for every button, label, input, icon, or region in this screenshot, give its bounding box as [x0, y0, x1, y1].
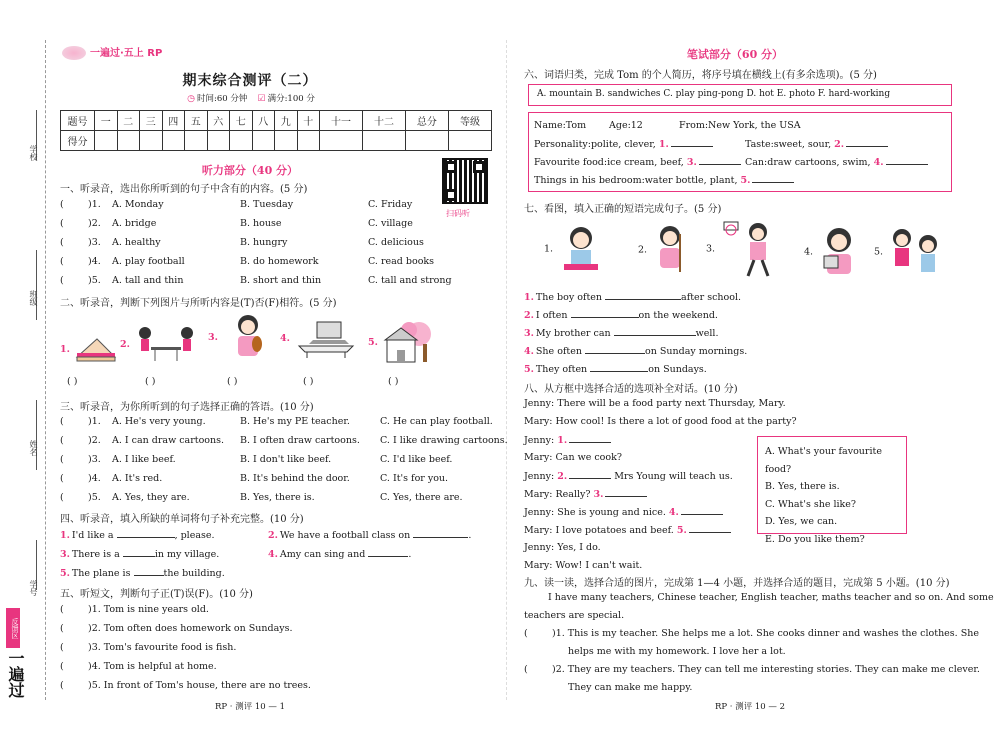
q3-item — [60, 492, 510, 503]
q2-heading: 二、听录音，判断下列图片与所听内容是(T)否(F)相符。(5 分) — [60, 298, 337, 309]
score-input-row — [61, 131, 492, 151]
option-b: B. It's behind the door. — [240, 473, 350, 484]
q6-resume-box — [528, 112, 952, 192]
ping-pong-icon — [135, 325, 197, 363]
q7-num-2: 2. — [638, 244, 648, 256]
option-a: A. bridge — [112, 218, 157, 229]
q4-sentence-5: 5. The plane is the building. — [60, 568, 225, 579]
item-number: )2. Tom often does homework on Sundays. — [88, 623, 293, 634]
option-c: C. Friday — [368, 199, 413, 210]
item-number: )3. — [88, 237, 101, 248]
answer-paren[interactable]: ( — [60, 218, 64, 229]
q7-pic-3 — [706, 218, 778, 280]
item-number: )1. Tom is nine years old. — [88, 604, 209, 615]
blank-input[interactable] — [752, 174, 794, 183]
girl-violin-icon — [223, 312, 273, 362]
q8-line-10: Mary: Wow! I can't wait. — [524, 560, 643, 571]
score-cell: 七 — [230, 111, 253, 131]
score-input[interactable] — [207, 131, 230, 151]
q3-item — [60, 473, 510, 484]
blank-input[interactable] — [846, 138, 888, 147]
item-number: )4. — [88, 473, 101, 484]
answer-paren[interactable]: ( — [524, 628, 528, 639]
answer-paren[interactable]: ( — [60, 604, 64, 615]
q6-heading: 六、词语归类，完成 Tom 的个人简历，将序号填在横线上(有多余选项)。(5 分) — [524, 70, 877, 81]
option-a: A. I like beef. — [112, 454, 176, 465]
page-divider — [506, 40, 507, 700]
footer-left: RP · 测评 10 — 1 — [214, 702, 286, 712]
q6-options: A. mountain B. sandwiches C. play ping-pong D. hot E. photo F. hard-working — [537, 89, 891, 99]
q7-pic-2 — [638, 224, 690, 276]
q7-num-5: 5. — [874, 246, 884, 258]
q7-num-3: 3. — [706, 243, 716, 255]
q4-sentence-2: 2. We have a football class on . — [268, 530, 472, 541]
q8-line-3: Jenny: 1. — [524, 434, 611, 446]
answer-paren[interactable]: ( — [60, 473, 64, 484]
answer-paren[interactable]: ( — [60, 256, 64, 267]
laptop-desk-icon — [295, 318, 357, 358]
q2-pic-5 — [368, 320, 441, 364]
name-line — [36, 400, 37, 470]
blank-input[interactable] — [413, 529, 468, 538]
girl-reading-icon — [816, 226, 862, 278]
q4-sentence-4: 4. Amy can sing and . — [268, 549, 412, 560]
score-input[interactable] — [362, 131, 405, 151]
q1-item — [60, 256, 488, 267]
q3-item — [60, 416, 510, 427]
blank-input[interactable] — [605, 488, 647, 497]
q7-heading: 七、看图，填入正确的短语完成句子。(5 分) — [524, 204, 722, 215]
q8-heading: 八、从方框中选择合适的选项补全对话。(10 分) — [524, 384, 738, 395]
q5-item — [60, 661, 221, 672]
option-c: C. village — [368, 218, 413, 229]
answer-paren[interactable]: ( — [524, 664, 528, 675]
option-b: B. I don't like beef. — [240, 454, 332, 465]
q4-sentence-3: 3. There is a in my village. — [60, 549, 220, 560]
blank-input[interactable] — [689, 524, 731, 533]
option-b: B. Yes, there is. — [240, 492, 315, 503]
q4-heading: 四、听录音，填入所缺的单词将句子补充完整。(10 分) — [60, 514, 304, 525]
sandwich-icon — [75, 335, 117, 363]
q2-num-3: 3. — [208, 331, 218, 343]
q3-heading: 三、听录音，为你所听到的句子选择正确的答语。(10 分) — [60, 402, 314, 413]
blank-input[interactable] — [671, 138, 713, 147]
score-cell: 总分 — [405, 111, 448, 131]
option-c: C. He can play football. — [380, 416, 493, 427]
item-number: )5. — [88, 275, 101, 286]
q2-paren-2[interactable]: ( ) — [145, 376, 156, 387]
option-a: A. I can draw cartoons. — [112, 435, 225, 446]
checkbox-icon: ☑ — [257, 94, 266, 104]
blank-input[interactable] — [605, 291, 681, 300]
option-b: B. Tuesday — [240, 199, 294, 210]
header-brand — [62, 44, 162, 60]
item-number: )5. In front of Tom's house, there are no trees. — [88, 680, 311, 691]
class-label: 班级 — [29, 290, 38, 306]
q8-line-1: Jenny: There will be a food party next Thursday, Mary. — [524, 398, 786, 409]
resume-from: From:New York, the USA — [679, 120, 801, 131]
q7-sentence-1: 1. The boy often after school. — [524, 292, 742, 303]
blank-input[interactable] — [585, 345, 645, 354]
score-input[interactable] — [140, 131, 163, 151]
footer-right: RP · 测评 10 — 2 — [714, 702, 786, 712]
exam-time: 时间:60 分钟 — [196, 94, 248, 104]
score-input[interactable] — [275, 131, 298, 151]
girl-erhu-icon — [650, 224, 690, 276]
q2-num-5: 5. — [368, 336, 378, 348]
q7-pic-1 — [544, 224, 606, 274]
score-input[interactable] — [448, 131, 491, 151]
q2-pic-4 — [280, 318, 357, 358]
q8-line-4: Mary: Can we cook? — [524, 452, 622, 463]
score-cell: 四 — [162, 111, 185, 131]
q7-sentence-2: 2. I often on the weekend. — [524, 310, 718, 321]
score-cell: 二 — [117, 111, 140, 131]
answer-paren[interactable]: ( — [60, 237, 64, 248]
q9-intro-1: I have many teachers, Chinese teacher, English teacher, maths teacher and so on. And some — [548, 592, 994, 603]
q8-line-9: Jenny: Yes, I do. — [524, 542, 601, 553]
item-number: )3. Tom's favourite food is fish. — [88, 642, 237, 653]
q7-sentence-4: 4. She often on Sunday mornings. — [524, 346, 748, 357]
q2-paren-3[interactable]: ( ) — [227, 376, 238, 387]
answer-paren[interactable]: ( — [60, 680, 64, 691]
q7-pic-4 — [804, 226, 862, 278]
q6-options-box — [528, 84, 952, 106]
answer-paren[interactable]: ( — [60, 435, 64, 446]
q1-heading: 一、听录音，选出你所听到的句子中含有的内容。(5 分) — [60, 184, 308, 195]
q3-item — [60, 454, 510, 465]
q8-option: B. Yes, there is. — [765, 481, 840, 492]
resume-taste: Taste:sweet, sour, 2. — [745, 138, 888, 150]
answer-paren[interactable]: ( — [60, 623, 64, 634]
score-input[interactable] — [405, 131, 448, 151]
blank-input[interactable] — [571, 309, 639, 318]
score-cell: 十二 — [362, 111, 405, 131]
blank-input[interactable] — [699, 156, 741, 165]
answer-paren[interactable]: ( — [60, 199, 64, 210]
score-cell: 十 — [297, 111, 320, 131]
score-input[interactable] — [185, 131, 208, 151]
score-input[interactable] — [297, 131, 320, 151]
item-number: )2. — [88, 435, 101, 446]
score-cell: 八 — [252, 111, 275, 131]
q2-pic-3 — [208, 312, 273, 362]
option-b: B. hungry — [240, 237, 288, 248]
house-tree-icon — [383, 320, 441, 364]
blank-input[interactable] — [590, 363, 648, 372]
feedback-tag: 反馈区 — [6, 608, 20, 648]
option-c: C. I'd like beef. — [380, 454, 453, 465]
score-header-row — [61, 111, 492, 131]
name-label: 姓名 — [29, 440, 38, 456]
resume-name: Name:Tom — [534, 120, 587, 131]
option-b: B. house — [240, 218, 282, 229]
option-a: A. He's very young. — [112, 416, 206, 427]
answer-paren[interactable]: ( — [60, 492, 64, 503]
score-input[interactable] — [320, 131, 363, 151]
score-label: 得分 — [61, 131, 95, 151]
blank-input[interactable] — [681, 506, 723, 515]
q5-item — [60, 604, 213, 615]
score-cell: 六 — [207, 111, 230, 131]
resume-age: Age:12 — [609, 120, 643, 131]
basketball-icon — [718, 218, 778, 280]
item-number: )4. Tom is helpful at home. — [88, 661, 217, 672]
score-cell: 十一 — [320, 111, 363, 131]
blank-input[interactable] — [117, 529, 175, 538]
blank-input[interactable] — [368, 548, 408, 557]
answer-paren[interactable]: ( — [60, 661, 64, 672]
exam-meta — [0, 92, 500, 104]
q9-intro-2: teachers are special. — [524, 610, 625, 621]
kids-playing-icon — [886, 226, 946, 278]
option-a: A. It's red. — [112, 473, 163, 484]
option-a: A. Monday — [112, 199, 164, 210]
q9-item-2-cont: They can make me happy. — [568, 682, 693, 693]
q9-item-1-cont: helps me with my homework. I love her a lot. — [568, 646, 786, 657]
option-c: C. delicious — [368, 237, 424, 248]
score-cell: 题号 — [61, 111, 95, 131]
boy-homework-icon — [556, 224, 606, 274]
q5-item — [60, 623, 297, 634]
student-no-label: 学号 — [29, 580, 38, 596]
qr-label: 扫码听 — [446, 209, 470, 218]
brand-vertical: 一遍过 — [6, 650, 25, 698]
q8-option: C. What's she like? — [765, 498, 857, 510]
q2-pic-2 — [120, 325, 197, 363]
item-number: )5. — [88, 492, 101, 503]
score-cell: 等级 — [448, 111, 491, 131]
option-b: B. I often draw cartoons. — [240, 435, 360, 446]
listening-title: 听力部分（40 分） — [201, 164, 299, 177]
q2-num-1: 1. — [60, 343, 70, 355]
q7-sentence-5: 5. They often on Sundays. — [524, 364, 707, 375]
score-input[interactable] — [95, 131, 118, 151]
option-c: C. Yes, there are. — [380, 492, 463, 503]
q7-num-1: 1. — [544, 243, 554, 255]
q2-num-4: 4. — [280, 332, 290, 344]
q2-num-2: 2. — [120, 338, 130, 350]
q4-sentence-1: 1. I'd like a , please. — [60, 530, 215, 541]
q5-heading: 五、听短文，判断句子正(T)误(F)。(10 分) — [60, 589, 253, 600]
blank-input[interactable] — [614, 327, 696, 336]
school-label: 学校 — [29, 145, 38, 161]
resume-can: Can:draw cartoons, swim, 4. — [745, 156, 928, 168]
brand-logo-icon — [62, 46, 86, 60]
q9-item-1: ( )1. This is my teacher. She helps me a lot. She cooks dinner and washes the clothes. She — [524, 628, 979, 639]
q2-paren-5[interactable]: ( ) — [388, 376, 399, 387]
resume-food: Favourite food:ice cream, beef, 3. — [534, 156, 741, 168]
q8-option: A. What's your favourite food? — [765, 446, 882, 475]
resume-things: Things in his bedroom:water bottle, plant, 5. — [534, 174, 794, 186]
q7-sentence-3: 3. My brother can well. — [524, 328, 719, 339]
blank-input[interactable] — [569, 434, 611, 443]
q7-pic-5 — [874, 226, 946, 278]
resume-personality: Personality:polite, clever, 1. — [534, 138, 713, 150]
q5-item — [60, 680, 315, 691]
score-cell: 五 — [185, 111, 208, 131]
qr-code-icon[interactable] — [442, 158, 488, 204]
option-a: A. play football — [112, 256, 185, 267]
q9-heading: 九、读一读，选择合适的图片，完成第 1—4 小题，并选择合适的题目，完成第 5 小题。(10 分) — [524, 578, 950, 589]
option-b: B. He's my PE teacher. — [240, 416, 350, 427]
q8-line-6: Mary: Really? 3. — [524, 488, 647, 500]
q8-options-box — [757, 436, 907, 545]
item-number: )1. — [88, 416, 101, 427]
option-c: C. tall and strong — [368, 275, 452, 286]
item-number: )1. — [88, 199, 101, 210]
binding-strip — [0, 0, 52, 735]
q1-item — [60, 237, 488, 248]
clock-icon: ◷ — [187, 94, 195, 104]
score-input[interactable] — [117, 131, 140, 151]
blank-input[interactable] — [886, 156, 928, 165]
option-b: B. short and thin — [240, 275, 322, 286]
answer-paren[interactable]: ( — [60, 416, 64, 427]
blank-input[interactable] — [134, 567, 164, 576]
q1-item — [60, 275, 488, 286]
score-input[interactable] — [230, 131, 253, 151]
score-table — [60, 110, 492, 151]
score-input[interactable] — [252, 131, 275, 151]
option-a: A. healthy — [112, 237, 161, 248]
answer-paren[interactable]: ( — [60, 454, 64, 465]
q3-item — [60, 435, 510, 446]
q1-item — [60, 218, 488, 229]
score-cell: 一 — [95, 111, 118, 131]
q1-item — [60, 199, 488, 210]
exam-full-score: 满分:100 分 — [267, 94, 315, 104]
blank-input[interactable] — [569, 470, 611, 479]
answer-paren[interactable]: ( — [60, 642, 64, 653]
answer-paren[interactable]: ( — [60, 275, 64, 286]
cut-line — [45, 40, 46, 700]
q7-num-4: 4. — [804, 246, 814, 258]
q2-paren-4[interactable]: ( ) — [303, 376, 314, 387]
q2-pic-1 — [60, 335, 117, 363]
score-input[interactable] — [162, 131, 185, 151]
q8-line-7: Jenny: She is young and nice. 4. — [524, 506, 723, 518]
score-cell: 三 — [140, 111, 163, 131]
q5-item — [60, 642, 240, 653]
writing-title: 笔试部分（60 分） — [686, 48, 784, 61]
option-c: C. read books — [368, 256, 435, 267]
option-b: B. do homework — [240, 256, 319, 267]
exam-title: 期末综合测评（二） — [182, 73, 318, 89]
q8-line-2: Mary: How cool! Is there a lot of good food at the party? — [524, 416, 797, 427]
score-cell: 九 — [275, 111, 298, 131]
option-c: C. I like drawing cartoons. — [380, 435, 508, 446]
item-number: )2. — [88, 218, 101, 229]
option-c: C. It's for you. — [380, 473, 449, 484]
q9-item-2: ( )2. They are my teachers. They can tell me interesting stories. They can make me clever. — [524, 664, 980, 675]
q8-line-8: Mary: I love potatoes and beef. 5. — [524, 524, 731, 536]
item-number: )4. — [88, 256, 101, 267]
q8-line-5: Jenny: 2. Mrs Young will teach us. — [524, 471, 733, 482]
brand-text: 一遍过·五上 RP — [90, 48, 163, 59]
q8-option: D. Yes, we can. — [765, 516, 838, 527]
option-a: A. Yes, they are. — [112, 492, 190, 503]
item-number: )3. — [88, 454, 101, 465]
class-line — [36, 250, 37, 320]
option-a: A. tall and thin — [112, 275, 184, 286]
q2-paren-1[interactable]: ( ) — [67, 376, 78, 387]
q8-option: E. Do you like them? — [765, 533, 865, 545]
blank-input[interactable] — [123, 548, 155, 557]
